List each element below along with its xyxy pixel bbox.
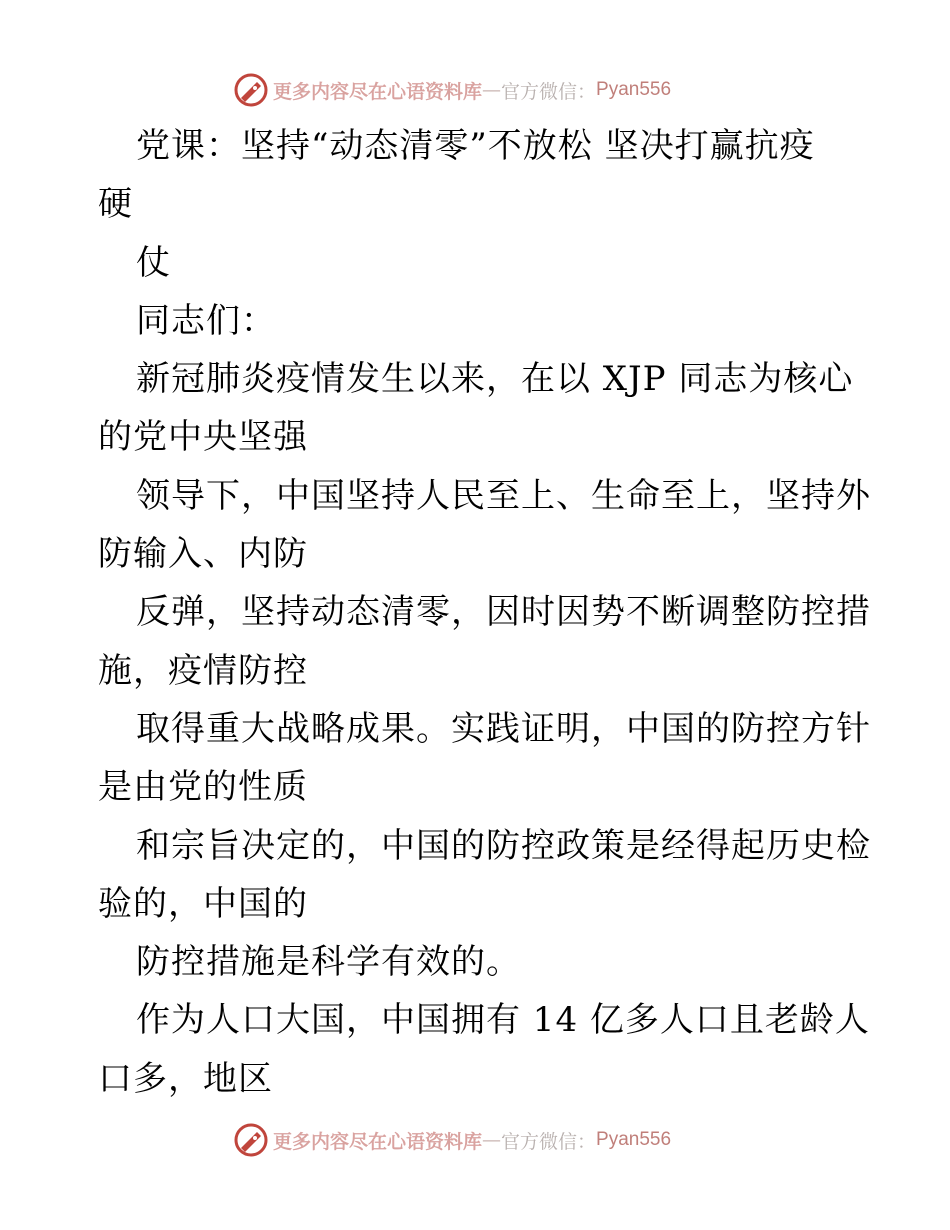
title-line-2: 硬 [98,184,133,225]
title-line-3: 仗 [136,242,171,283]
banner-wechat-id: Pyan556 [596,1129,672,1150]
pen-nib-logo-icon [233,1122,269,1158]
paragraph-line: 领导下，中国坚持人民至上、生命至上，坚持外 [136,475,871,516]
paragraph-line: 作为人口大国，中国拥有 14 亿多人口且老龄人 [136,1000,870,1041]
paragraph-line: 防输入、内防 [98,534,308,575]
salutation: 同志们： [136,300,276,341]
paragraph-line: 和宗旨决定的，中国的防控政策是经得起历史检 [136,825,871,866]
header-watermark-banner [0,70,950,110]
banner-separator: — [482,1129,502,1151]
paragraph-line: 是由党的性质 [98,767,308,808]
footer-watermark-banner [0,1120,950,1160]
paragraph-line: 反弹，坚持动态清零，因时因势不断调整防控措 [136,592,871,633]
banner-title: 更多内容尽在心语资料库 [273,80,483,103]
document-body [98,117,871,1108]
banner-wechat-id: Pyan556 [596,79,672,100]
paragraph-line: 新冠肺炎疫情发生以来，在以 XJP 同志为核心 [136,359,854,400]
pen-nib-logo-icon [233,72,269,108]
banner-separator: — [482,79,502,101]
paragraph-line: 取得重大战略成果。实践证明，中国的防控方针 [136,708,871,749]
paragraph-line: 防控措施是科学有效的。 [136,942,521,983]
title-line-1: 党课：坚持“动态清零”不放松 坚决打赢抗疫 [136,126,815,166]
banner-wechat-label: 官方微信： [501,80,597,103]
paragraph-line: 验的，中国的 [98,883,308,924]
banner-wechat-label: 官方微信： [501,1130,597,1153]
paragraph-line: 的党中央坚强 [98,417,308,458]
banner-title: 更多内容尽在心语资料库 [273,1130,483,1153]
paragraph-line: 口多，地区 [98,1058,273,1099]
paragraph-line: 施，疫情防控 [98,650,308,691]
